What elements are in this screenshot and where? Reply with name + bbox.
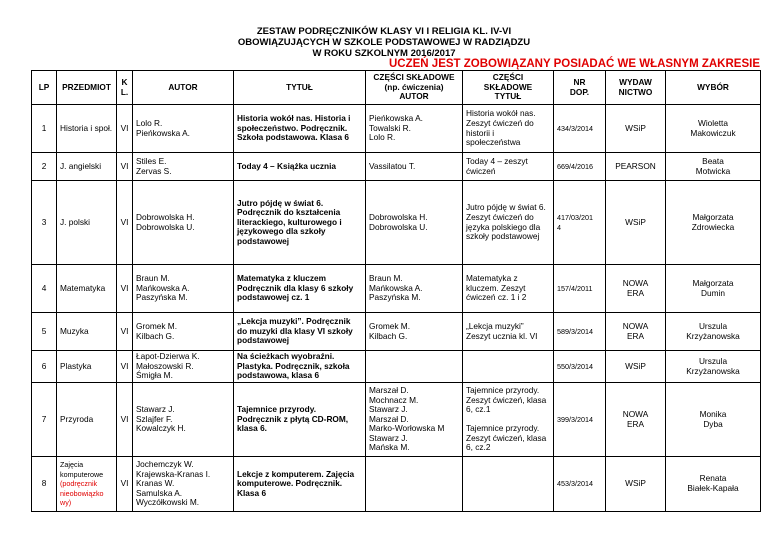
table-row <box>32 265 761 313</box>
col-header-wybor: WYBÓR <box>666 71 761 105</box>
cell-przedmiot: Przyroda <box>57 383 117 457</box>
cell-autor: Gromek M. Kilbach G. <box>133 313 234 351</box>
cell-wydawnictwo: WSiP <box>606 181 666 265</box>
cell-wydawnictwo: WSiP <box>606 351 666 383</box>
cell-przedmiot: Matematyka <box>57 265 117 313</box>
table-row <box>32 181 761 265</box>
cell-nr-dop: 550/3/2014 <box>554 351 606 383</box>
cell-kl: VI <box>117 351 133 383</box>
cell-czesci-autor: Dobrowolska H. Dobrowolska U. <box>366 181 463 265</box>
cell-czesci-autor: Vassilatou T. <box>366 153 463 181</box>
cell-kl: VI <box>117 383 133 457</box>
cell-tytul: Today 4 – Książka ucznia <box>234 153 366 181</box>
cell-autor: Braun M. Mańkowska A. Paszyńska M. <box>133 265 234 313</box>
cell-czesci-autor <box>366 457 463 512</box>
cell-wybor: Urszula Krzyżanowska <box>666 313 761 351</box>
cell-czesci-autor: Braun M. Mańkowska A. Paszyńska M. <box>366 265 463 313</box>
cell-wybor: Beata Motwicka <box>666 153 761 181</box>
cell-wydawnictwo: PEARSON <box>606 153 666 181</box>
cell-lp: 8 <box>32 457 57 512</box>
cell-wybor: Małgorzata Dumin <box>666 265 761 313</box>
cell-nr-dop: 589/3/2014 <box>554 313 606 351</box>
cell-czesci-tytul: Tajemnice przyrody. Zeszyt ćwiczeń, klasa 6, cz.1 Tajemnice przyrody. Zeszyt ćwiczeń, klasa 6, cz.2 <box>463 383 554 457</box>
cell-czesci-autor: Pieńkowska A. Towalski R. Lolo R. <box>366 105 463 153</box>
obligation-notice: UCZEŃ JEST ZOBOWIĄZANY POSIADAĆ WE WŁASNYM ZAKRESIE <box>389 58 760 70</box>
cell-kl: VI <box>117 265 133 313</box>
cell-przedmiot <box>57 457 117 512</box>
col-header-tytul: TYTUŁ <box>234 71 366 105</box>
col-header-lp: LP <box>32 71 57 105</box>
cell-wydawnictwo: WSiP <box>606 105 666 153</box>
cell-autor: Stiles E. Zervas S. <box>133 153 234 181</box>
cell-wydawnictwo: NOWA ERA <box>606 383 666 457</box>
cell-kl: VI <box>117 105 133 153</box>
cell-wydawnictwo: NOWA ERA <box>606 265 666 313</box>
cell-przedmiot: Historia i społ. <box>57 105 117 153</box>
cell-czesci-autor <box>366 351 463 383</box>
cell-wybor: Monika Dyba <box>666 383 761 457</box>
cell-tytul: Na ścieżkach wyobraźni. Plastyka. Podręcznik, szkoła podstawowa, klasa 6 <box>234 351 366 383</box>
cell-nr-dop: 669/4/2016 <box>554 153 606 181</box>
cell-tytul: Lekcje z komputerem. Zajęcia komputerowe. Podręcznik. Klasa 6 <box>234 457 366 512</box>
col-header-czesci-autor: CZĘŚCI SKŁADOWE (np. ćwiczenia) AUTOR <box>366 71 463 105</box>
cell-lp: 3 <box>32 181 57 265</box>
cell-wybor: Wioletta Makowiczuk <box>666 105 761 153</box>
cell-nr-dop: 417/03/201 4 <box>554 181 606 265</box>
doc-title-line-3: W ROKU SZKOLNYM 2016/2017 <box>312 48 456 59</box>
cell-lp: 5 <box>32 313 57 351</box>
cell-czesci-autor: Marszał D. Mochnacz M. Stawarz J. Marszał D. Marko-Worłowska M Stawarz J. Mańska M. <box>366 383 463 457</box>
cell-nr-dop: 453/3/2014 <box>554 457 606 512</box>
table-row <box>32 457 761 512</box>
cell-wybor: Małgorzata Zdrowiecka <box>666 181 761 265</box>
col-header-kl: K L. <box>117 71 133 105</box>
cell-czesci-autor: Gromek M. Kilbach G. <box>366 313 463 351</box>
cell-wydawnictwo: NOWA ERA <box>606 313 666 351</box>
table-row <box>32 351 761 383</box>
cell-kl: VI <box>117 153 133 181</box>
cell-kl: VI <box>117 457 133 512</box>
table-row <box>32 105 761 153</box>
cell-tytul: „Lekcja muzyki”. Podręcznik do muzyki dla klasy VI szkoły podstawowej <box>234 313 366 351</box>
cell-czesci-tytul: Jutro pójdę w świat 6. Zeszyt ćwiczeń do języka polskiego dla szkoły podstawowej <box>463 181 554 265</box>
cell-lp: 2 <box>32 153 57 181</box>
cell-wydawnictwo: WSiP <box>606 457 666 512</box>
cell-autor: Dobrowolska H. Dobrowolska U. <box>133 181 234 265</box>
subject-note: (podręcznik nieobowiązko wy) <box>60 479 104 508</box>
cell-tytul: Matematyka z kluczem Podręcznik dla klasy 6 szkoły podstawowej cz. 1 <box>234 265 366 313</box>
cell-przedmiot: J. angielski <box>57 153 117 181</box>
subject-name: Zajęcia komputerowe <box>60 460 104 479</box>
cell-autor: Lolo R. Pieńkowska A. <box>133 105 234 153</box>
cell-lp: 4 <box>32 265 57 313</box>
cell-nr-dop: 157/4/2011 <box>554 265 606 313</box>
cell-autor: Jochemczyk W. Krajewska-Kranas I. Kranas W. Samulska A. Wyczółkowski M. <box>133 457 234 512</box>
cell-przedmiot: Muzyka <box>57 313 117 351</box>
table-row <box>32 313 761 351</box>
cell-autor: Stawarz J. Szlajfer F. Kowalczyk H. <box>133 383 234 457</box>
cell-kl: VI <box>117 313 133 351</box>
cell-czesci-tytul <box>463 351 554 383</box>
cell-czesci-tytul: Today 4 – zeszyt ćwiczeń <box>463 153 554 181</box>
cell-czesci-tytul: „Lekcja muzyki” Zeszyt ucznia kl. VI <box>463 313 554 351</box>
doc-title-line-1: ZESTAW PODRĘCZNIKÓW KLASY VI I RELIGIA KL. IV-VI <box>256 26 512 37</box>
cell-lp: 6 <box>32 351 57 383</box>
cell-tytul: Historia wokół nas. Historia i społeczeństwo. Podręcznik. Szkoła podstawowa. Klasa 6 <box>234 105 366 153</box>
cell-lp: 1 <box>32 105 57 153</box>
textbook-table <box>31 70 761 512</box>
cell-nr-dop: 434/3/2014 <box>554 105 606 153</box>
cell-kl: VI <box>117 181 133 265</box>
cell-lp: 7 <box>32 383 57 457</box>
col-header-nr-dop: NR DOP. <box>554 71 606 105</box>
col-header-przedmiot: PRZEDMIOT <box>57 71 117 105</box>
col-header-autor: AUTOR <box>133 71 234 105</box>
table-row <box>32 383 761 457</box>
cell-tytul: Jutro pójdę w świat 6. Podręcznik do kształcenia literackiego, kulturowego i językowego dla szkoły podstawowej <box>234 181 366 265</box>
cell-czesci-tytul: Matematyka z kluczem. Zeszyt ćwiczeń cz. 1 i 2 <box>463 265 554 313</box>
cell-czesci-tytul: Historia wokół nas. Zeszyt ćwiczeń do historii i społeczeństwa <box>463 105 554 153</box>
cell-czesci-tytul <box>463 457 554 512</box>
cell-przedmiot: Plastyka <box>57 351 117 383</box>
col-header-wydawnictwo: WYDAW NICTWO <box>606 71 666 105</box>
cell-nr-dop: 399/3/2014 <box>554 383 606 457</box>
cell-tytul: Tajemnice przyrody. Podręcznik z płytą CD-ROM, klasa 6. <box>234 383 366 457</box>
cell-autor: Łapot-Dzierwa K. Małoszowski R. Śmigła M. <box>133 351 234 383</box>
cell-wybor: Renata Białek-Kapała <box>666 457 761 512</box>
table-row <box>32 153 761 181</box>
table-header-row <box>32 71 761 105</box>
cell-przedmiot: J. polski <box>57 181 117 265</box>
doc-title-line-2: OBOWIĄZUJĄCYCH W SZKOLE PODSTAWOWEJ W RADZIĄDZU <box>237 37 531 48</box>
col-header-czesci-tytul: CZĘŚCI SKŁADOWE TYTUŁ <box>463 71 554 105</box>
cell-wybor: Urszula Krzyżanowska <box>666 351 761 383</box>
